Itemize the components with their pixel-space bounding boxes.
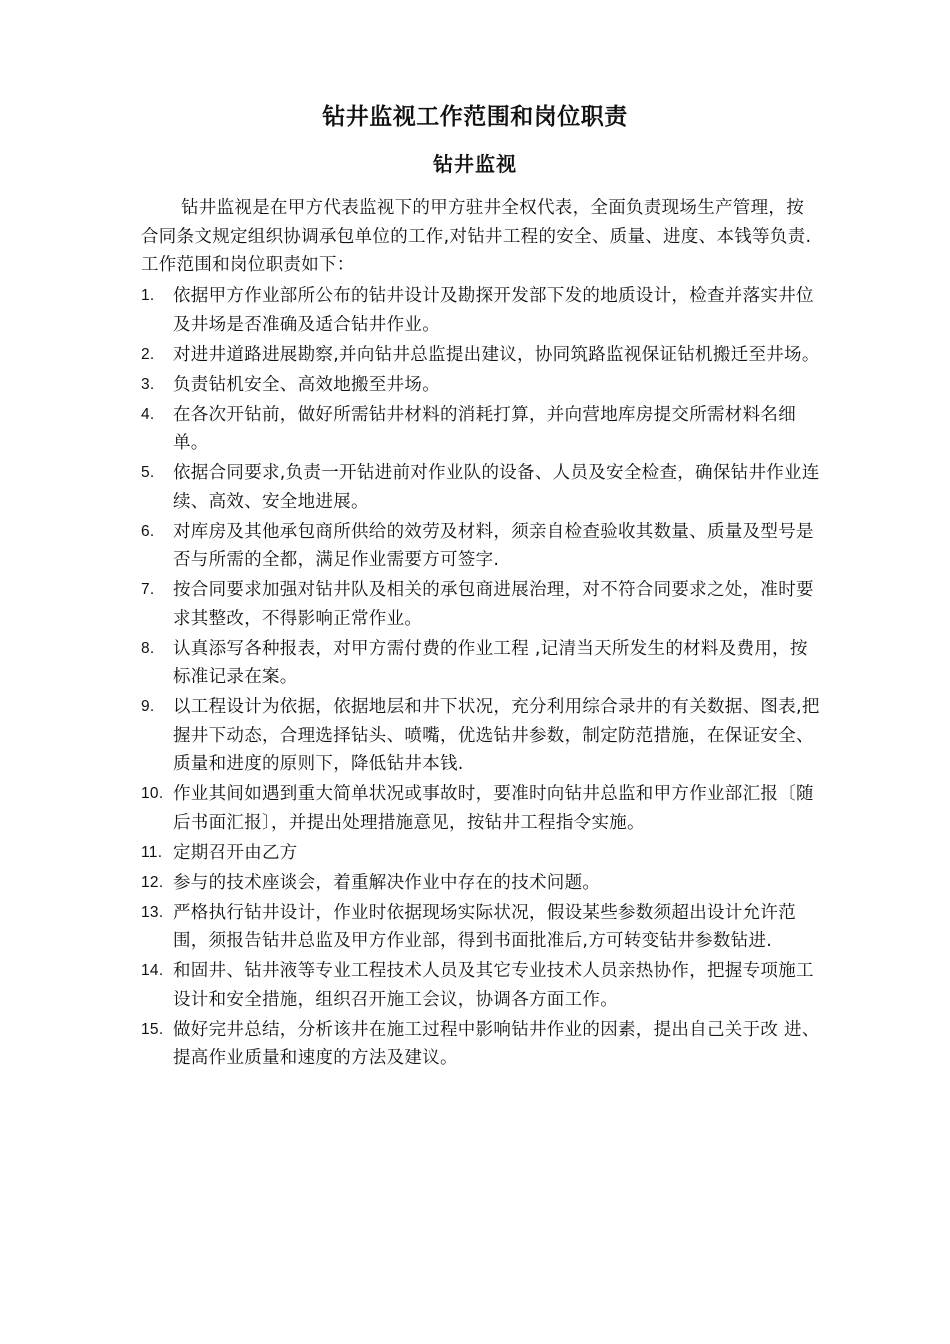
list-item xyxy=(141,869,821,898)
list-item xyxy=(141,282,821,339)
page-title: 钻井监视工作范围和岗位职责 xyxy=(322,104,628,130)
list-item-text: 依据合同要求,负责一开钻进前对作业队的设备、人员及安全检查，确保钻井作业连续、高效、安全地进展。 xyxy=(173,463,820,512)
list-item-text: 严格执行钻井设计，作业时依据现场实际状况，假设某些参数须超出设计允许范围，须报告钻井总监及甲方作业部，得到书面批准后,方可转变钻井参数钻进. xyxy=(173,902,796,951)
list-item xyxy=(141,780,821,837)
list-item-text: 定期召开由乙方 xyxy=(173,842,298,863)
duty-list xyxy=(141,282,821,1074)
list-item-number: 11. xyxy=(141,843,163,861)
section-subtitle: 钻井监视 xyxy=(433,152,517,176)
list-item-text: 对库房及其他承包商所供给的效劳及材料，须亲自检查验收其数量、质量及型号是否与所需的全都，满足作业需要方可签字. xyxy=(173,521,814,570)
list-item-number: 3. xyxy=(141,375,155,393)
list-item xyxy=(141,957,821,1014)
list-item xyxy=(141,401,821,458)
list-item xyxy=(141,459,821,516)
list-item-text: 按合同要求加强对钻井队及相关的承包商进展治理，对不符合同要求之处，准时要求其整改，不得影响正常作业。 xyxy=(173,580,814,629)
list-item-text: 参与的技术座谈会，着重解决作业中存在的技术问题。 xyxy=(173,872,601,893)
list-item xyxy=(141,341,821,370)
list-item xyxy=(141,576,821,633)
list-item-number: 9. xyxy=(141,698,155,715)
list-item-text: 和固井、钻井液等专业工程技术人员及其它专业技术人员亲热协作，把握专项施工设计和安全措施，组织召开施工会议，协调各方面工作。 xyxy=(173,961,814,1010)
list-item xyxy=(141,693,821,779)
list-item-number: 15. xyxy=(141,1020,164,1038)
list-item-number: 5. xyxy=(141,464,155,481)
list-item-number: 12. xyxy=(141,873,164,891)
list-item-number: 7. xyxy=(141,581,155,598)
list-item-text: 做好完井总结，分析该井在施工过程中影响钻井作业的因素，提出自己关于改 进、提高作业质量和速度的方法及建议。 xyxy=(173,1019,820,1068)
list-item-text: 依据甲方作业部所公布的钻井设计及勘探开发部下发的地质设计，检查并落实井位及井场是否准确及适合钻井作业。 xyxy=(173,286,814,335)
list-item-text: 对进井道路进展勘察,并向钻井总监提出建议，协同筑路监视保证钻机搬迁至井场。 xyxy=(173,344,820,365)
list-item xyxy=(141,1016,821,1073)
list-item-number: 14. xyxy=(141,962,164,979)
list-item-number: 4. xyxy=(141,405,155,423)
list-item xyxy=(141,899,821,956)
list-item-number: 13. xyxy=(141,903,164,921)
list-item-text: 作业其间如遇到重大简单状况或事故时，要准时向钻井总监和甲方作业部汇报〔随后书面汇报〕，并提出处理措施意见，按钻井工程指令实施。 xyxy=(173,784,814,833)
list-item-text: 认真添写各种报表，对甲方需付费的作业工程 ,记清当天所发生的材料及费用，按标准记录在案。 xyxy=(173,638,808,687)
list-item-text: 以工程设计为依据，依据地层和井下状况，充分利用综合录井的有关数据、图表,把握井下动态，合理选择钻头、喷嘴，优选钻井参数，制定防范措施，在保证安全、质量和进度的原则下，降低钻井本钱. xyxy=(173,697,820,774)
list-item-number: 6. xyxy=(141,522,155,540)
list-item-number: 10. xyxy=(141,785,164,802)
list-item-text: 在各次开钻前，做好所需钻井材料的消耗打算，并向营地库房提交所需材料名细单。 xyxy=(173,404,796,453)
list-item xyxy=(141,839,821,868)
intro-paragraph: 钻井监视是在甲方代表监视下的甲方驻井全权代表，全面负责现场生产管理，按合同条文规定组织协调承包单位的工作,对钻井工程的安全、质量、进度、本钱等负责.工作范围和岗位职责如下： xyxy=(141,198,812,275)
list-item-number: 2. xyxy=(141,345,155,363)
list-item xyxy=(141,518,821,575)
list-item-number: 8. xyxy=(141,639,155,657)
list-item xyxy=(141,371,821,400)
list-item xyxy=(141,635,821,692)
list-item-text: 负责钻机安全、高效地搬至井场。 xyxy=(173,374,440,395)
list-item-number: 1. xyxy=(141,287,155,304)
